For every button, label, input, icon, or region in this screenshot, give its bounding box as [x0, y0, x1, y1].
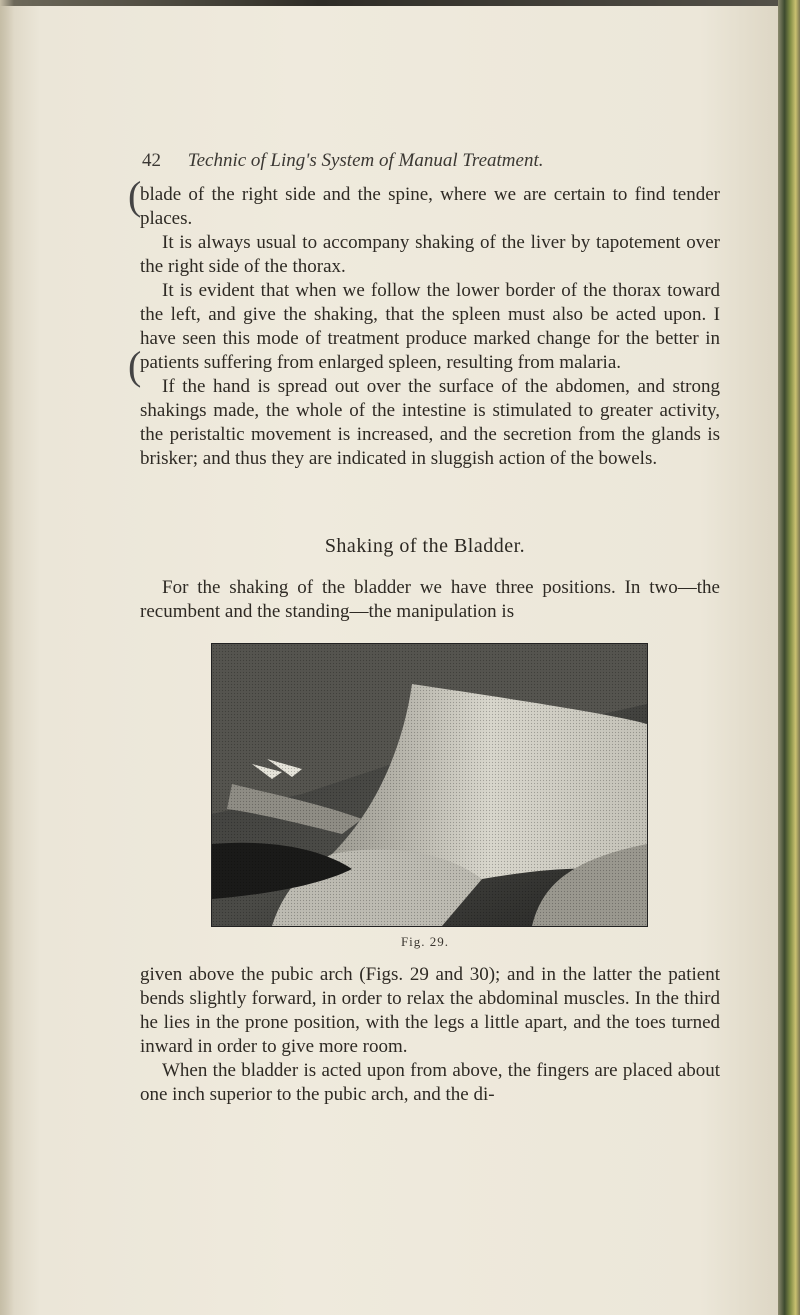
section-heading: Shaking of the Bladder.	[324, 535, 526, 557]
paragraph: given above the pubic arch (Figs. 29 and 30); and in the latter the patient bends slightly forward, in order to relax the abdominal muscles. In the third he lies in the prone position, with the legs a little apart, and the toes turned inward in order to give more room.	[140, 964, 720, 1057]
body-text-top	[140, 183, 720, 471]
paragraph: blade of the right side and the spine, where we are certain to find tender places.	[140, 184, 720, 229]
paragraph: When the bladder is acted upon from above, the fingers are placed about one inch superior to the pubic arch, and the di-	[140, 1060, 720, 1105]
paragraph: It is evident that when we follow the lower border of the thorax toward the left, and give the shaking, that the spleen must also be acted upon. I have seen this mode of treatment produce marked change for the better in patients suffering from enlarged spleen, resulting from malaria.	[140, 280, 720, 373]
paragraph: It is always usual to accompany shaking of the liver by tapotement over the right side of the thorax.	[140, 232, 720, 277]
page-top-edge	[0, 0, 800, 6]
book-spine-edge	[778, 0, 800, 1315]
paragraph: For the shaking of the bladder we have three positions. In two—the recumbent and the standing—the manipulation is	[140, 577, 720, 622]
running-header	[142, 150, 702, 172]
page-left-shade	[0, 0, 14, 1315]
running-title: Technic of Ling's System of Manual Treatment.	[187, 150, 544, 171]
body-text-bottom	[140, 963, 720, 1107]
halftone-photo-illustration	[212, 644, 647, 926]
page-number: 42	[142, 150, 161, 171]
figure-photo	[211, 643, 648, 927]
body-text-mid	[140, 576, 720, 624]
margin-bracket: (	[128, 173, 142, 218]
margin-bracket: (	[128, 343, 142, 388]
paragraph: If the hand is spread out over the surface of the abdomen, and strong shakings made, the whole of the intestine is stimulated to greater activity, the peristaltic movement is increased, and the secretion from the glands is brisker; and thus they are indicated in sluggish action of the bowels.	[140, 376, 720, 469]
figure-caption: Fig. 29.	[400, 934, 450, 949]
